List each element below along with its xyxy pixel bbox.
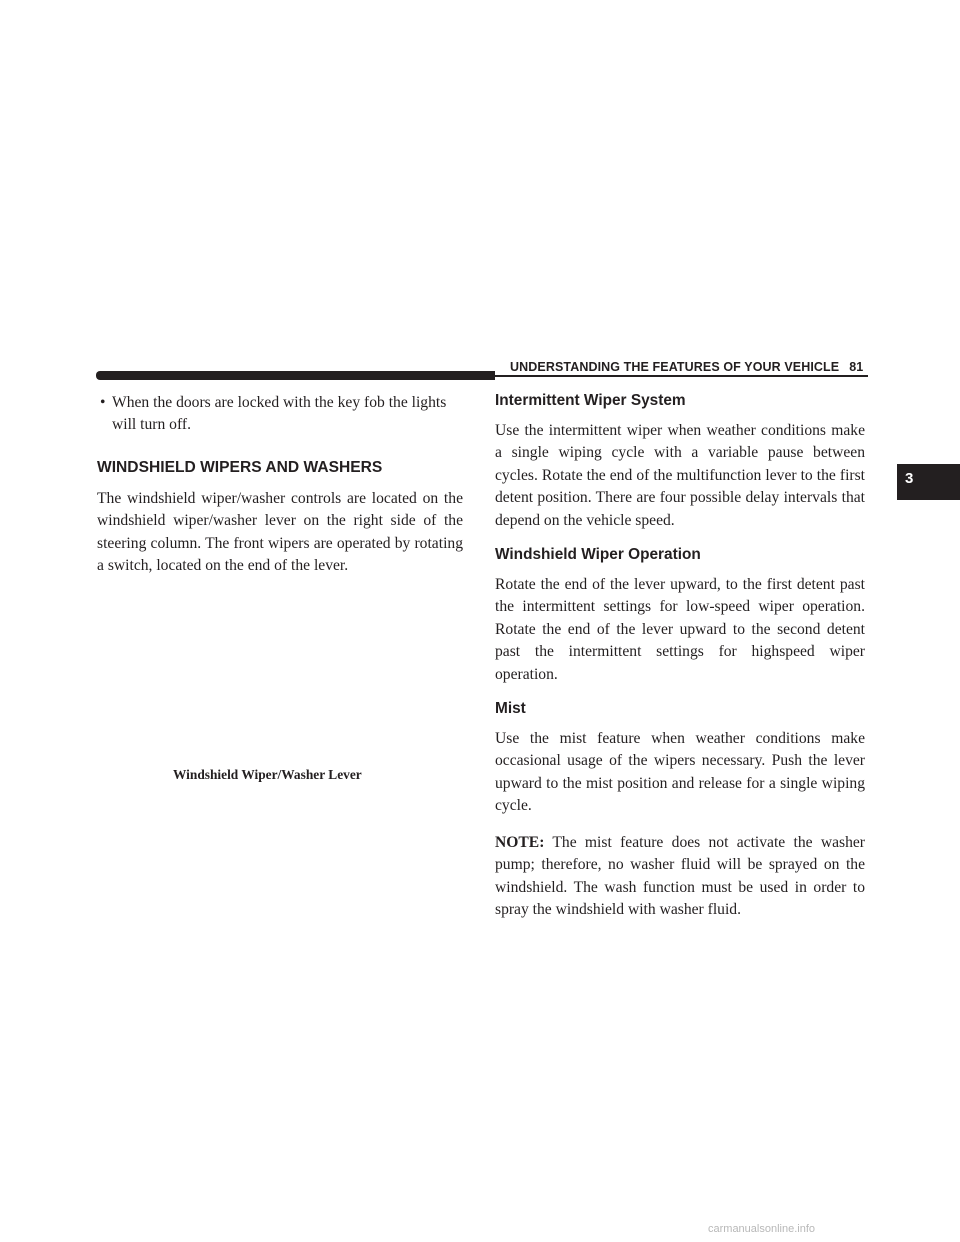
mist-heading: Mist	[495, 700, 526, 718]
intermittent-section	[495, 392, 865, 532]
bullet-item	[100, 392, 463, 437]
intermittent-heading: Intermittent Wiper System	[495, 392, 686, 409]
bullet-text: When the doors are locked with the key fob the lights will turn off.	[112, 394, 447, 434]
figure-caption: Windshield Wiper/Washer Lever	[173, 767, 362, 782]
mist-section	[495, 700, 865, 818]
operation-paragraph: Rotate the end of the lever upward, to the first detent past the intermittent settings for low-speed wiper operation. Rotate the end of the lever upward to the second detent past the intermittent settings for highspeed wiper operation.	[495, 576, 865, 683]
section-heading: WINDSHIELD WIPERS AND WASHERS	[97, 458, 383, 476]
intermittent-paragraph: Use the intermittent wiper when weather conditions make a single wiping cycle with a variable pause between cycles. Rotate the end of the multifunction lever to the first detent position. There are four possible delay intervals that depend on the vehicle speed.	[495, 422, 865, 529]
running-header	[506, 360, 863, 374]
note-paragraph	[495, 832, 865, 922]
right-column	[495, 392, 865, 921]
note-text: The mist feature does not activate the washer pump; therefore, no washer fluid will be sprayed on the windshield. The wash function must be used in order to spray the windshield with washer fluid.	[495, 833, 865, 918]
mist-paragraph: Use the mist feature when weather conditions make occasional usage of the wipers necessary. Push the lever upward to the mist position and release for a single wiping cycle.	[495, 730, 865, 815]
header-rule-thick	[96, 371, 495, 380]
watermark-link[interactable]: carmanualsonline.info	[708, 1223, 816, 1235]
section-paragraph: The windshield wiper/washer controls are located on the windshield wiper/washer lever on the right side of the steering column. The front wipers are operated by rotating a switch, located on the end of the lever.	[97, 489, 463, 575]
running-header-title: UNDERSTANDING THE FEATURES OF YOUR VEHICLE	[510, 360, 840, 374]
header-rule-thin	[495, 375, 868, 377]
operation-section	[495, 546, 865, 686]
note-label: NOTE:	[495, 833, 545, 851]
chapter-tab[interactable]: 3	[897, 464, 960, 500]
operation-heading: Windshield Wiper Operation	[495, 546, 701, 564]
page-number: 81	[849, 360, 864, 374]
bullet-marker: •	[100, 394, 106, 411]
left-column	[97, 392, 463, 577]
